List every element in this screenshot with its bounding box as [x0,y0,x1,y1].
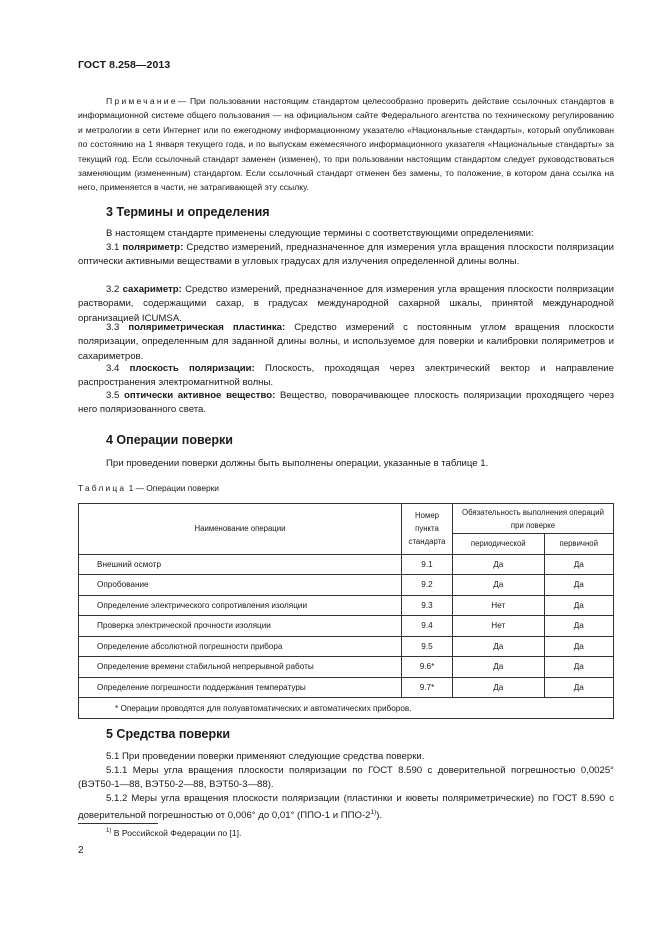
term-number: 3.2 [106,284,120,295]
col-name-header: Наименование операции [79,504,402,555]
operations-table [78,503,614,719]
term-definition: Плоскость, проходящая через электрический вектор и направление распространения электромагнитной волны. [78,363,614,389]
row-num: 9.7* [402,677,453,698]
row-num: 9.1 [402,554,453,575]
table-row [79,554,614,575]
row-periodic: Да [453,554,545,575]
note-block [78,94,614,195]
term-name: оптически активное вещество: [124,390,276,401]
col-primary-header: первичной [544,534,613,555]
table-footnote-row [79,698,614,719]
term-number: 3.3 [106,322,120,333]
row-name: Проверка электрической прочности изоляции [79,616,402,637]
table-footnote: * Операции проводятся для полуавтоматических и автоматических приборов. [79,698,614,719]
section-5-heading: 5 Средства поверки [106,727,231,741]
table-caption-label: Таблица [78,483,127,493]
footnote-ref: 1) [370,809,377,817]
note-text: — При пользовании настоящим стандартом целесообразно проверить действие ссылочных стандартов в информационной системе общего пользования — на официальном сайте Федерального агентства по техническому регулированию и метрологии в сети Интернет или по ежегодному информационному указателю «Национальные стандарты», который опубликован по состоянию на 1 января текущего года, и по выпускам ежемесячного информационного указателя «Национальные стандарты» за текущий год. Если ссылочный стандарт заменен (изменен), то при пользовании настоящим стандартом следует руководствоваться заменяющим (измененным) стандартом. Если ссылочный стандарт отменен без замены, то положение, в котором дана ссылка на него, применяется в части, не затрагивающей эту ссылку. [78,96,614,193]
section-4-intro: При проведении поверки должны быть выполнены операции, указанные в таблице 1. [106,458,489,469]
document-header: ГОСТ 8.258—2013 [78,59,171,71]
term-3-5 [78,389,614,418]
table-caption [78,483,219,493]
row-num: 9.2 [402,575,453,596]
section-3-intro: В настоящем стандарте применены следующие термины с соответствующими определениями: [106,228,534,239]
col-num-header: Номер пункта стандарта [402,504,453,555]
row-num: 9.4 [402,616,453,637]
para-5-1-2-end: ). [376,810,383,822]
footnote-divider [78,823,158,824]
para-5-1: 5.1 При проведении поверки применяют следующие средства поверки. [106,751,425,762]
term-3-2 [78,283,614,326]
col-periodic-header: периодической [453,534,545,555]
row-primary: Да [544,636,613,657]
row-periodic: Да [453,677,545,698]
term-name: плоскость поляризации: [129,363,255,374]
row-name: Внешний осмотр [79,554,402,575]
page-footnote-text: В Российской Федерации по [1]. [113,828,242,838]
para-5-1-1: 5.1.1 Меры угла вращения плоскости поляризации по ГОСТ 8.590 с доверительной погрешностью 0,0025° (ВЭТ50-1—88, ВЭТ50-2—88, ВЭТ50-3—88). [78,765,614,791]
term-definition: Средство измерений, предназначенное для измерения угла вращения плоскости поляризации растворами, содержащими сахар, в градусах международной сахарной шкалы, принятой международной организацией ICUMSA. [78,284,614,324]
term-definition: Вещество, поворачивающее плоскость поляризации проходящего через него поляризованного света. [78,390,615,416]
page-footnote-mark: 1) [106,828,112,835]
page-footnote [106,828,241,838]
row-primary: Да [544,677,613,698]
row-name: Опробование [79,575,402,596]
table-row [79,595,614,616]
row-primary: Да [544,616,613,637]
table-row [79,657,614,678]
term-name: сахариметр: [122,284,182,295]
row-num: 9.5 [402,636,453,657]
row-name: Определение абсолютной погрешности прибора [79,636,402,657]
table-row [79,677,614,698]
table-row [79,575,614,596]
term-3-3 [78,321,614,364]
row-periodic: Нет [453,595,545,616]
note-label: Примечание [106,96,178,106]
row-periodic: Да [453,636,545,657]
col-required-header: Обязательность выполнения операций при поверке [453,504,614,534]
row-primary: Да [544,595,613,616]
row-name: Определение погрешности поддержания температуры [79,677,402,698]
table-row [79,636,614,657]
row-periodic: Нет [453,616,545,637]
row-periodic: Да [453,575,545,596]
term-number: 3.5 [106,390,120,401]
term-name: поляриметрическая пластинка: [128,322,286,333]
row-name: Определение времени стабильной непрерывной работы [79,657,402,678]
row-num: 9.6* [402,657,453,678]
row-num: 9.3 [402,595,453,616]
row-primary: Да [544,575,613,596]
row-name: Определение электрического сопротивления изоляции [79,595,402,616]
term-3-1 [78,241,614,270]
para-5-1-2 [78,792,614,824]
page-number: 2 [78,845,84,856]
row-periodic: Да [453,657,545,678]
term-3-4 [78,362,614,391]
table-row [79,616,614,637]
para-5-1-2-text: 5.1.2 Меры угла вращения плоскости поляризации (пластинки и кюветы поляриметрические) по ГОСТ 8.590 с доверительной погрешностью от 0,006° до 0,01° (ППО-1 и ППО-2 [78,793,614,822]
term-definition: Средство измерений, предназначенное для измерения угла вращения плоскости поляризации оптически активными веществами в угловых градусах для излучения определенной длины волны. [78,242,614,268]
term-name: поляриметр: [122,242,184,253]
row-primary: Да [544,657,613,678]
term-definition: Средство измерений с постоянным углом вращения плоскости поляризации, определенным для заданной длины волны, и используемое для поверки и калибровки поляриметров и сахариметров. [78,322,614,362]
term-number: 3.4 [106,363,120,374]
table-caption-text: 1 — Операции поверки [128,483,219,493]
term-number: 3.1 [106,242,120,253]
section-4-heading: 4 Операции поверки [106,433,233,447]
section-3-heading: 3 Термины и определения [106,205,270,219]
row-primary: Да [544,554,613,575]
